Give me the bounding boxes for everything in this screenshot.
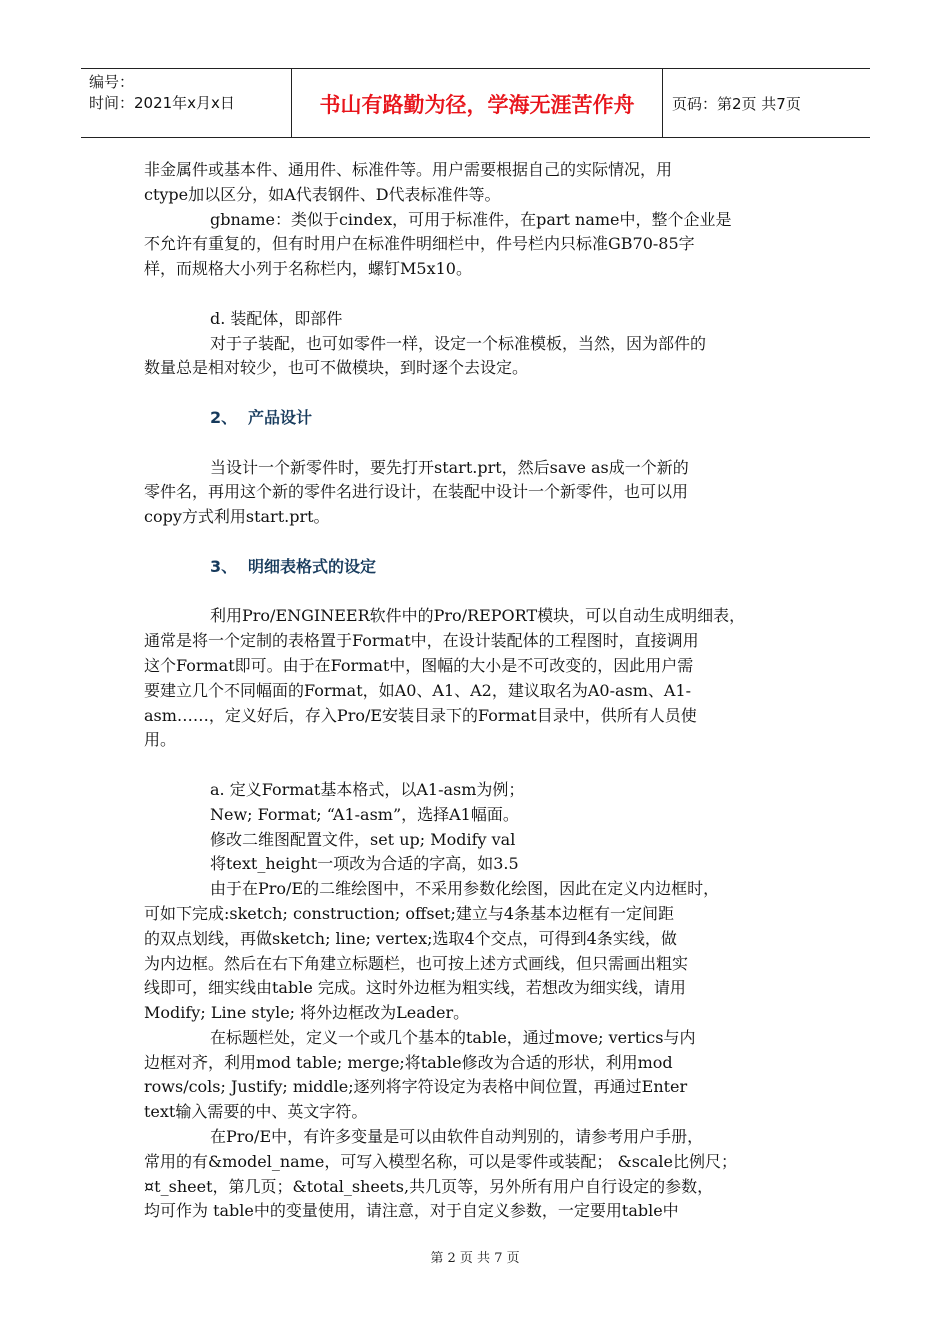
text-line: 对于子装配，也可如零件一样，设定一个标准模板，当然，因为部件的 [210, 333, 707, 353]
text-line: 样，而规格大小列于名称栏内，螺钉M5x10。 [144, 259, 472, 279]
text-line: 均可作为 table中的变量使用，请注意，对于自定义参数，一定要用table中 [144, 1201, 679, 1221]
text-line: 利用Pro/ENGINEER软件中的Pro/REPORT模块，可以自动生成明细表， [210, 606, 746, 626]
blank-line [144, 381, 809, 406]
text-line: 不允许有重复的，但有时用户在标准件明细栏中，件号栏内只标准GB70-85字 [144, 234, 695, 254]
text-line: 常用的有&model_name，可写入模型名称，可以是零件或装配； &scale比例尺； [144, 1151, 737, 1171]
text-line: 可如下完成:sketch; construction; offset;建立与4条基本边框有一定间距 [144, 903, 675, 923]
section-number: 3、 [210, 556, 238, 576]
page-footer: 第 2 页 共 7 页 [430, 1251, 520, 1266]
text-line: 当设计一个新零件时，要先打开start.prt，然后save as成一个新的 [210, 457, 689, 477]
text-line: 零件名，再用这个新的零件名进行设计，在装配中设计一个新零件，也可以用 [144, 482, 689, 502]
text-line: 这个Format即可。由于在Format中，图幅的大小是不可改变的，因此用户需 [144, 655, 694, 675]
date-label: 时间：2021年x月x日 [89, 94, 235, 112]
text-line: ¤t_sheet，第几页；&total_sheets,共几页等，另外所有用户自行设定的参数， [144, 1176, 714, 1196]
text-line: gbname：类似于cindex，可用于标准件，在part name中，整个企业是 [210, 209, 732, 229]
text-line: 将text_height一项改为合适的字高，如3.5 [210, 854, 519, 874]
text-line: copy方式利用start.prt。 [144, 507, 330, 527]
document-body [144, 158, 809, 1224]
section-heading [144, 555, 809, 580]
section-heading [144, 406, 809, 431]
text-line: asm……，定义好后，存入Pro/E安装目录下的Format目录中，供所有人员使 [144, 705, 697, 725]
text-line: 为内边框。然后在右下角建立标题栏，也可按上述方式画线，但只需画出粗实 [144, 953, 689, 973]
text-line: 用。 [144, 730, 177, 750]
text-line: rows/cols; Justify; middle;逐列将字符设定为表格中间位置，再通过Enter [144, 1077, 688, 1097]
text-line: d. 装配体，即部件 [210, 308, 343, 328]
text-line: Modify; Line style; 将外边框改为Leader。 [144, 1003, 470, 1023]
text-line: 线即可，细实线由table 完成。这时外边框为粗实线，若想改为细实线，请用 [144, 978, 686, 998]
text-line: 的双点划线，再做sketch; line; vertex;选取4个交点，可得到4条实线，做 [144, 928, 677, 948]
text-line: 修改二维图配置文件，set up; Modify val [210, 829, 516, 849]
text-line: 数量总是相对较少，也可不做模块，到时逐个去设定。 [144, 358, 529, 378]
blank-line [144, 580, 809, 605]
section-title: 产品设计 [248, 407, 313, 427]
blank-line [144, 753, 809, 778]
header-motto [292, 69, 663, 137]
motto-text: 书山有路勤为径，学海无涯苦作舟 [319, 93, 635, 117]
doc-number-label: 编号： [89, 73, 135, 91]
header-page-info [663, 69, 870, 137]
text-line: 通常是将一个定制的表格置于Format中，在设计装配体的工程图时，直接调用 [144, 631, 699, 651]
blank-line [144, 530, 809, 555]
blank-line [144, 282, 809, 307]
text-line: 在Pro/E中，有许多变量是可以由软件自动判别的，请参考用户手册， [210, 1127, 704, 1147]
text-line: 非金属件或基本件、通用件、标准件等。用户需要根据自己的实际情况，用 [144, 160, 673, 179]
blank-line [144, 431, 809, 456]
text-line: 在标题栏处，定义一个或几个基本的table，通过move; vertics与内 [210, 1027, 696, 1047]
text-line: text输入需要的中、英文字符。 [144, 1102, 368, 1122]
text-line: 边框对齐，利用mod table; merge;将table修改为合适的形状，利用mod [144, 1052, 673, 1072]
section-title: 明细表格式的设定 [248, 556, 377, 576]
text-line: New; Format; “A1-asm”，选择A1幅面。 [210, 804, 519, 824]
section-number: 2、 [210, 407, 238, 427]
page-header [81, 68, 870, 138]
text-line: 要建立几个不同幅面的Format，如A0、A1、A2，建议取名为A0-asm、A1- [144, 680, 692, 700]
text-line: 由于在Pro/E的二维绘图中，不采用参数化绘图，因此在定义内边框时， [210, 879, 720, 899]
header-meta [81, 69, 292, 137]
text-line: a. 定义Format基本格式，以A1-asm为例； [210, 779, 525, 799]
text-line: ctype加以区分，如A代表钢件、D代表标准件等。 [144, 184, 501, 204]
page-info-text: 页码：第2页 共7页 [672, 94, 801, 113]
